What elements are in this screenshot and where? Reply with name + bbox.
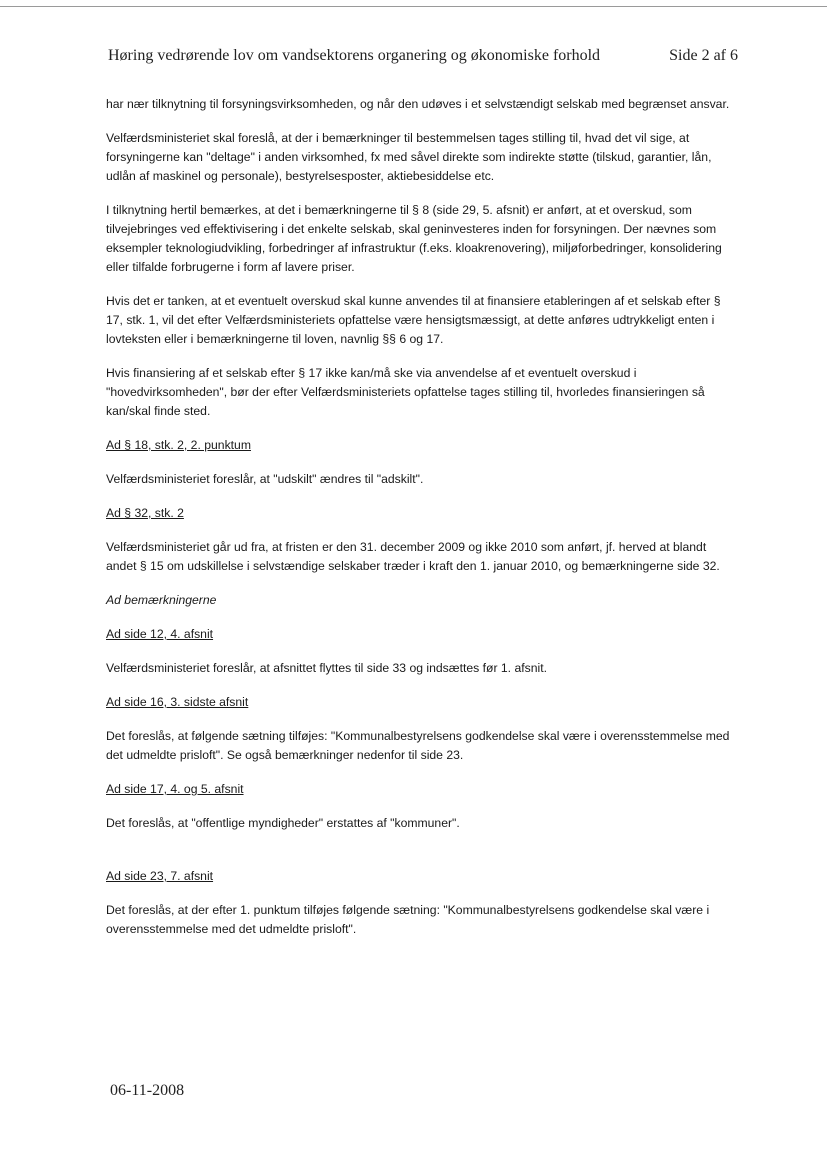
section-heading-side-17: Ad side 17, 4. og 5. afsnit [106, 782, 244, 796]
page-number: Side 2 af 6 [669, 47, 738, 64]
paragraph-kommuner: Det foreslås, at "offentlige myndigheder" erstattes af "kommuner". [106, 816, 460, 830]
document-title: Høring vedrørende lov om vandsektorens organering og økonomiske forhold [108, 47, 601, 64]
section-heading-side-16: Ad side 16, 3. sidste afsnit [106, 695, 249, 709]
footer-date: 06-11-2008 [110, 1082, 185, 1099]
page-header [108, 47, 738, 65]
paragraph-prisloft-1: Det foreslås, at følgende sætning tilføjes: "Kommunalbestyrelsens godkendelse skal være i overensstemmelse med det udmeldte prisloft". Se også bemærkninger nedenfor til side 23. [106, 729, 730, 762]
section-heading-side-23: Ad side 23, 7. afsnit [106, 869, 214, 883]
paragraph-continuation: har nær tilknytning til forsyningsvirksomheden, og når den udøves i et selvstændigt selskab med begrænset ansvar. [106, 97, 730, 111]
section-heading-32: Ad § 32, stk. 2 [106, 506, 184, 520]
paragraph-prisloft-2: Det foreslås, at der efter 1. punktum tilføjes følgende sætning: "Kommunalbestyrelsens godkendelse skal være i overensstemmelse med det udmeldte prisloft". [106, 903, 710, 936]
section-heading-bemaerkningerne: Ad bemærkningerne [106, 593, 217, 607]
paragraph-overskud: I tilknytning hertil bemærkes, at det i bemærkningerne til § 8 (side 29, 5. afsnit) er anført, at et overskud, som tilvejebringes ved effektivisering i det enkelte selskab, skal geninvesteres inden for forsyningen. Der nævnes som eksempler teknologiudvikling, forbedringer af infrastruktur (f.eks. kloakrenovering), miljøforbedringer, konsolidering eller tilfalde forbrugerne i form af lavere priser. [106, 203, 722, 274]
section-heading-side-12: Ad side 12, 4. afsnit [106, 627, 214, 641]
document-body [106, 95, 738, 939]
top-rule [0, 6, 827, 7]
paragraph-adskilt: Velfærdsministeriet foreslår, at "udskilt" ændres til "adskilt". [106, 472, 424, 486]
section-heading-18: Ad § 18, stk. 2, 2. punktum [106, 438, 251, 452]
paragraph-flyttes: Velfærdsministeriet foreslår, at afsnittet flyttes til side 33 og indsættes før 1. afsnit. [106, 661, 547, 675]
paragraph-hovedvirksomheden: Hvis finansiering af et selskab efter § 17 ikke kan/må ske via anvendelse af et eventuelt overskud i "hovedvirksomheden", bør der efter Velfærdsministeriets opfattelse tages stilling til, hvorledes finansieringen så kan/skal finde sted. [106, 366, 705, 418]
paragraph-frist: Velfærdsministeriet går ud fra, at fristen er den 31. december 2009 og ikke 2010 som anført, jf. herved at blandt andet § 15 om udskillelse i selvstændige selskaber træder i kraft den 1. januar 2010, og bemærkningerne side 32. [106, 540, 720, 573]
paragraph-deltage: Velfærdsministeriet skal foreslå, at der i bemærkninger til bestemmelsen tages stilling til, hvad det vil sige, at forsyningerne kan "deltage" i anden virksomhed, fx med såvel direkte som indirekte støtte (tilskud, garantier, lån, udlån af maskinel og personale), bestyrelsesposter, aktiebesiddelse etc. [106, 131, 712, 183]
paragraph-finansiering: Hvis det er tanken, at et eventuelt overskud skal kunne anvendes til at finansiere etableringen af et selskab efter § 17, stk. 1, vil det efter Velfærdsministeriets opfattelse være hensigtsmæssigt, at dette anføres udtrykkeligt enten i lovteksten eller i bemærkningerne til loven, navnlig §§ 6 og 17. [106, 294, 721, 346]
